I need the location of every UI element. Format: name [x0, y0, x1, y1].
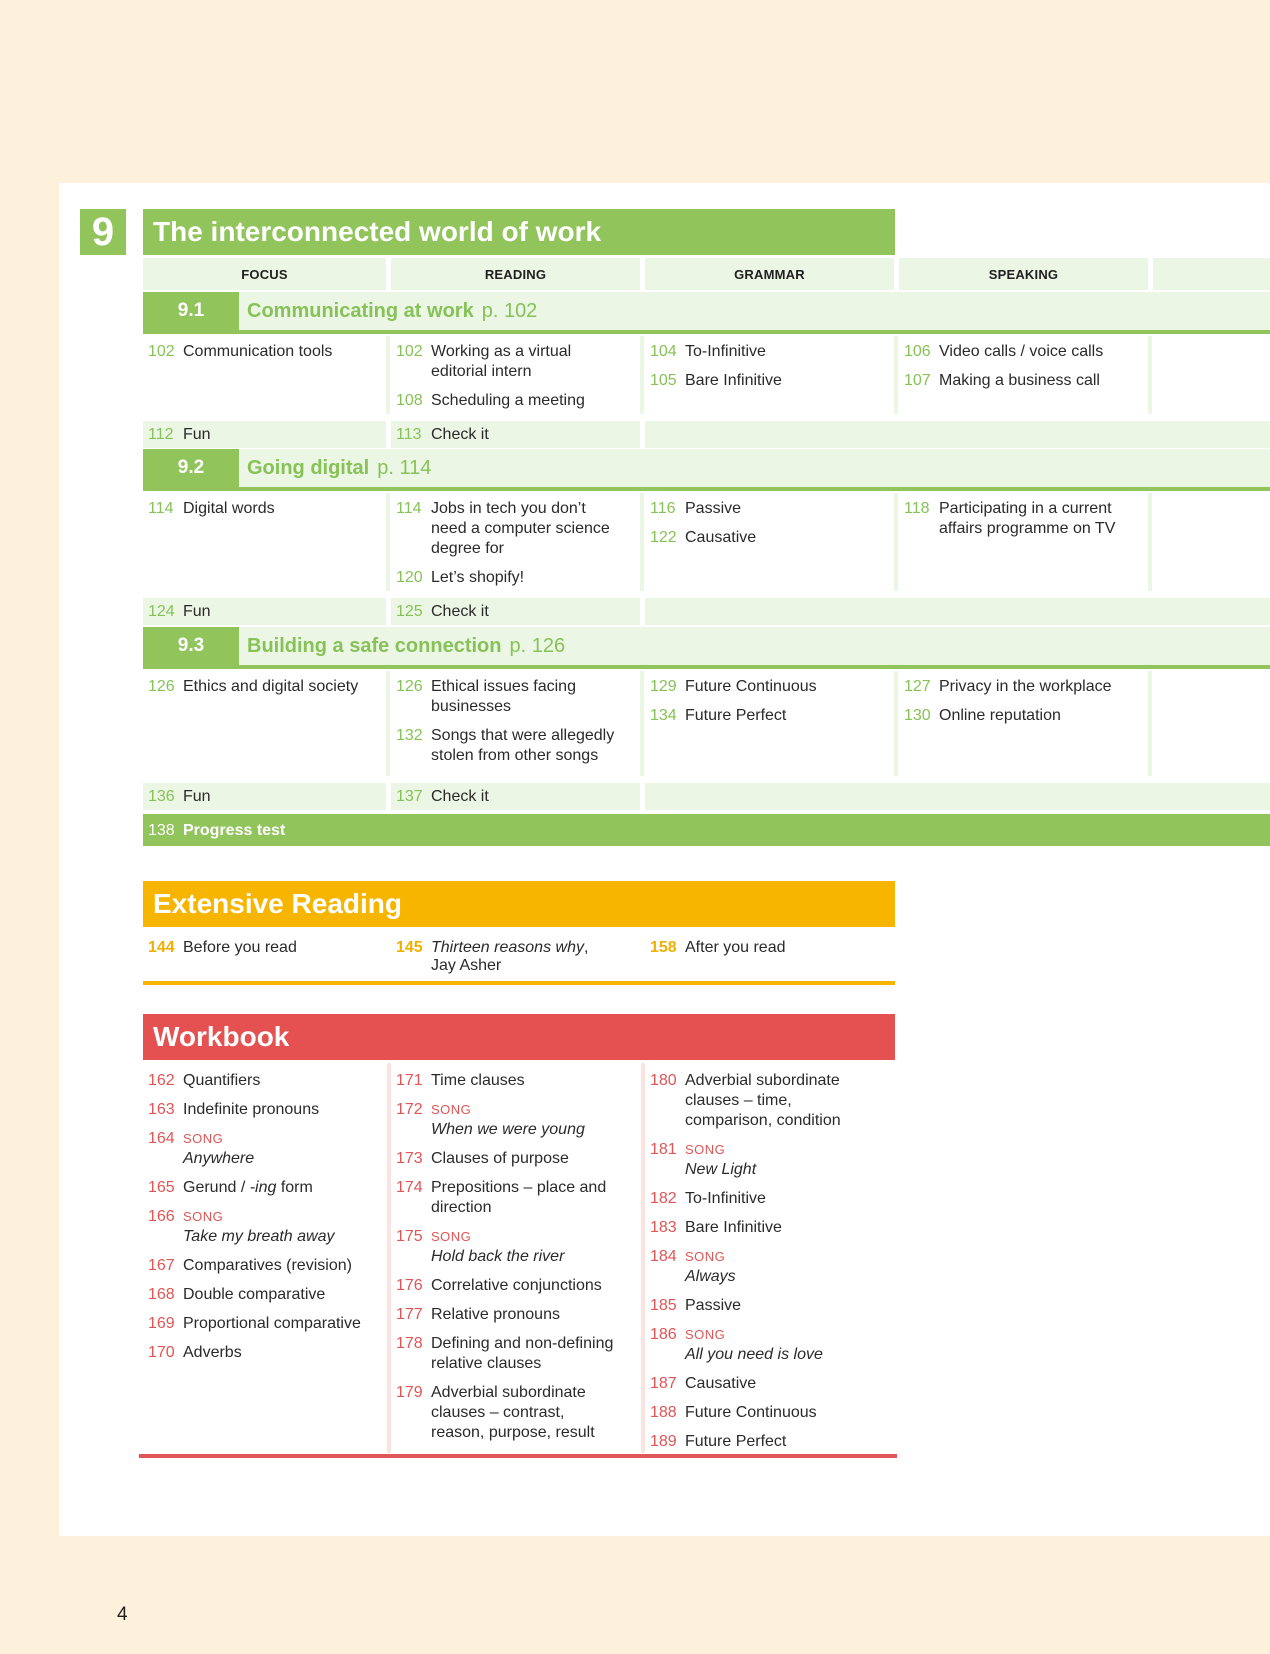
- page-ref: 172: [396, 1101, 423, 1118]
- section-header: [143, 449, 1270, 491]
- page-ref: 134: [650, 707, 677, 724]
- page-ref: 173: [396, 1150, 423, 1167]
- entry-text: [431, 726, 614, 766]
- entry-text: [431, 938, 588, 974]
- page-ref: 107: [904, 372, 931, 389]
- entry-part: form: [276, 1179, 313, 1196]
- section-page-ref: p. 126: [509, 635, 566, 657]
- entry-text: [685, 706, 786, 726]
- unit-number-badge: 9: [80, 209, 126, 255]
- workbook-title: Workbook: [143, 1014, 895, 1060]
- song-label: SONG: [431, 1229, 472, 1244]
- unit-title: The interconnected world of work: [143, 209, 895, 255]
- entry-line: [183, 1178, 313, 1198]
- entry-text: Proportional comparative: [183, 1315, 361, 1332]
- entry-line: After you read: [685, 939, 786, 956]
- section-title-text: Communicating at work: [247, 300, 474, 322]
- entry-line: Future Continuous: [685, 678, 817, 695]
- song-label: SONG: [685, 1249, 726, 1264]
- section-page-ref: p. 102: [481, 300, 538, 322]
- page-ref: 116: [650, 500, 676, 517]
- entry-line: Adverbial subordinate: [431, 1384, 586, 1401]
- fun-cell: [143, 598, 386, 625]
- entry-part: -ing: [249, 1179, 277, 1196]
- entry-text: [431, 1227, 564, 1267]
- entry-text: [939, 342, 1103, 362]
- entry-line: [431, 938, 588, 958]
- page-ref: 179: [396, 1384, 423, 1401]
- entry-text: [183, 1207, 334, 1247]
- entry-line: Let’s shopify!: [431, 569, 525, 586]
- entry-line: relative clauses: [431, 1355, 542, 1372]
- page-ref: 177: [396, 1306, 423, 1323]
- page-ref: 178: [396, 1335, 423, 1352]
- entry-line: affairs programme on TV: [939, 520, 1116, 537]
- column-divider: [640, 493, 644, 591]
- entry-line: Before you read: [183, 939, 297, 956]
- entry-text: [183, 499, 275, 519]
- column-divider: [894, 336, 898, 414]
- page-number: 4: [117, 1604, 128, 1625]
- page-ref: 112: [148, 426, 174, 443]
- page-ref: 166: [148, 1208, 175, 1225]
- page-ref: 180: [650, 1072, 677, 1089]
- entry-line: Passive: [685, 500, 742, 517]
- entry-text: Causative: [685, 1375, 757, 1392]
- entry-line: Digital words: [183, 500, 275, 517]
- entry-text: [685, 371, 782, 391]
- entry-text: [183, 1178, 313, 1198]
- page-ref: 164: [148, 1130, 175, 1147]
- page-ref: 126: [148, 678, 175, 695]
- page-ref: 144: [148, 939, 175, 956]
- entry-text: [183, 677, 358, 697]
- progress-test-page: 138: [148, 822, 175, 839]
- page-ref: 181: [650, 1141, 677, 1158]
- entry-line: Working as a virtual: [431, 343, 572, 360]
- entry-text: Bare Infinitive: [685, 1219, 782, 1236]
- page-ref: 170: [148, 1344, 175, 1361]
- entry-text: Quantifiers: [183, 1072, 261, 1089]
- song-title: Hold back the river: [431, 1248, 565, 1265]
- entry-line: Online reputation: [939, 707, 1061, 724]
- empty-cell: [645, 783, 1270, 810]
- page-ref: 105: [650, 372, 677, 389]
- empty-cell: [645, 421, 1270, 448]
- page-ref: 174: [396, 1179, 423, 1196]
- page-ref: 120: [396, 569, 423, 586]
- entry-text: [685, 342, 766, 362]
- column-divider: [640, 671, 644, 776]
- column-divider: [1148, 336, 1152, 414]
- page-ref: 108: [396, 392, 423, 409]
- entry-line: Prepositions – place and: [431, 1179, 607, 1196]
- entry-line: Ethical issues facing: [431, 678, 576, 695]
- column-divider: [386, 671, 390, 776]
- entry-text: [431, 1100, 585, 1140]
- entry-text: Check it: [431, 603, 489, 620]
- page-ref: 132: [396, 727, 423, 744]
- entry-text: Comparatives (revision): [183, 1257, 352, 1274]
- entry-text: Adverbs: [183, 1344, 242, 1361]
- page-ref: 182: [650, 1190, 677, 1207]
- entry-text: Double comparative: [183, 1286, 326, 1303]
- progress-test-bar: [143, 814, 1270, 846]
- column-divider: [894, 493, 898, 591]
- column-header-extra: [1153, 258, 1270, 290]
- entry-line: Defining and non-defining: [431, 1335, 614, 1352]
- entry-part: Gerund /: [183, 1179, 250, 1196]
- page-ref: 165: [148, 1179, 175, 1196]
- section-number: 9.1: [143, 292, 239, 330]
- page-ref: 102: [148, 343, 175, 360]
- entry-text: [183, 1129, 254, 1169]
- entry-line: Participating in a current: [939, 500, 1112, 517]
- entry-line: Jay Asher: [431, 957, 502, 974]
- page-ref: 137: [396, 788, 423, 805]
- entry-text: Fun: [183, 788, 211, 805]
- page-ref: 122: [650, 529, 677, 546]
- entry-line: Video calls / voice calls: [939, 343, 1104, 360]
- page-ref: 127: [904, 678, 931, 695]
- check-cell: [391, 421, 640, 448]
- page-ref: 102: [396, 343, 423, 360]
- entry-text: [431, 1383, 595, 1443]
- section-title: [247, 292, 537, 330]
- page-ref: 168: [148, 1286, 175, 1303]
- column-header-reading: READING: [391, 258, 640, 290]
- workbook-rule: [139, 1454, 897, 1458]
- progress-test-label: Progress test: [183, 822, 286, 839]
- entry-text: Clauses of purpose: [431, 1150, 569, 1167]
- fun-cell: [143, 783, 386, 810]
- page-ref: 129: [650, 678, 677, 695]
- page-ref: 113: [396, 426, 422, 443]
- entry-text: Indefinite pronouns: [183, 1101, 320, 1118]
- entry-text: [685, 938, 786, 958]
- entry-line: Making a business call: [939, 372, 1100, 389]
- workbook-divider: [387, 1063, 391, 1453]
- page-ref: 114: [148, 500, 174, 517]
- check-cell: [391, 783, 640, 810]
- entry-text: To-Infinitive: [685, 1190, 766, 1207]
- entry-text: Passive: [685, 1297, 742, 1314]
- page-ref: 189: [650, 1433, 677, 1450]
- page-ref: 136: [148, 788, 175, 805]
- entry-line: Songs that were allegedly: [431, 727, 615, 744]
- fun-cell: [143, 421, 386, 448]
- section-title: [247, 449, 431, 487]
- entry-text: [431, 677, 576, 717]
- entry-text: Relative pronouns: [431, 1306, 560, 1323]
- entry-line: Ethics and digital society: [183, 678, 359, 695]
- page-ref: 158: [650, 939, 677, 956]
- entry-text: [685, 1247, 736, 1287]
- column-divider: [386, 336, 390, 414]
- column-header-grammar: GRAMMAR: [645, 258, 894, 290]
- entry-text: [183, 938, 297, 958]
- entry-text: [939, 706, 1061, 726]
- empty-cell: [645, 598, 1270, 625]
- entry-text: [939, 677, 1112, 697]
- page-ref: 187: [650, 1375, 677, 1392]
- column-divider: [894, 671, 898, 776]
- page-ref: 130: [904, 707, 931, 724]
- page-ref: 126: [396, 678, 423, 695]
- song-label: SONG: [183, 1209, 224, 1224]
- page-ref: 106: [904, 343, 931, 360]
- section-number: 9.3: [143, 627, 239, 665]
- punctuation: ,: [583, 939, 589, 956]
- entry-line: reason, purpose, result: [431, 1424, 595, 1441]
- section-header: [143, 627, 1270, 669]
- entry-line: Future Perfect: [685, 707, 787, 724]
- entry-text: Fun: [183, 426, 211, 443]
- entry-line: editorial intern: [431, 363, 532, 380]
- workbook-divider: [641, 1063, 645, 1453]
- entry-text: [685, 1140, 756, 1180]
- song-title: All you need is love: [685, 1346, 823, 1363]
- column-divider: [1148, 671, 1152, 776]
- section-number: 9.2: [143, 449, 239, 487]
- book-title: Thirteen reasons why: [431, 939, 584, 956]
- entry-text: [431, 342, 571, 382]
- song-label: SONG: [183, 1131, 224, 1146]
- column-header-focus: FOCUS: [143, 258, 386, 290]
- page-ref: 118: [904, 500, 930, 517]
- page-ref: 104: [650, 343, 677, 360]
- page-ref: 185: [650, 1297, 677, 1314]
- entry-line: clauses – contrast,: [431, 1404, 565, 1421]
- entry-line: need a computer science: [431, 520, 610, 537]
- entry-text: Time clauses: [431, 1072, 525, 1089]
- section-title: [247, 627, 565, 665]
- entry-line: stolen from other songs: [431, 747, 599, 764]
- entry-line: Scheduling a meeting: [431, 392, 585, 409]
- song-title: New Light: [685, 1161, 757, 1178]
- entry-text: Correlative conjunctions: [431, 1277, 602, 1294]
- page-ref: 171: [396, 1072, 423, 1089]
- entry-text: [431, 499, 610, 559]
- entry-text: [685, 528, 756, 548]
- entry-text: [431, 1178, 606, 1218]
- entry-line: businesses: [431, 698, 512, 715]
- entry-text: Check it: [431, 788, 489, 805]
- column-header-speaking: SPEAKING: [899, 258, 1148, 290]
- entry-line: comparison, condition: [685, 1112, 841, 1129]
- song-label: SONG: [685, 1142, 726, 1157]
- page-ref: 176: [396, 1277, 423, 1294]
- entry-text: Future Perfect: [685, 1433, 787, 1450]
- entry-line: Bare Infinitive: [685, 372, 782, 389]
- entry-line: clauses – time,: [685, 1092, 792, 1109]
- entry-line: To-Infinitive: [685, 343, 766, 360]
- entry-text: [431, 1334, 613, 1374]
- entry-line: Communication tools: [183, 343, 333, 360]
- entry-text: [685, 1071, 841, 1131]
- song-title: Anywhere: [183, 1150, 255, 1167]
- entry-text: [431, 391, 585, 411]
- page-ref: 162: [148, 1072, 175, 1089]
- column-divider: [640, 336, 644, 414]
- entry-line: Privacy in the workplace: [939, 678, 1112, 695]
- page-ref: 163: [148, 1101, 175, 1118]
- check-cell: [391, 598, 640, 625]
- entry-text: [939, 499, 1115, 539]
- page-ref: 184: [650, 1248, 677, 1265]
- entry-text: [939, 371, 1100, 391]
- section-title-text: Building a safe connection: [247, 635, 502, 657]
- page-ref: 175: [396, 1228, 423, 1245]
- page-ref: 183: [650, 1219, 677, 1236]
- page-ref: 186: [650, 1326, 677, 1343]
- entry-text: [183, 342, 332, 362]
- entry-line: Adverbial subordinate: [685, 1072, 840, 1089]
- section-title-text: Going digital: [247, 457, 370, 479]
- page-ref: 145: [396, 939, 423, 956]
- song-label: SONG: [685, 1327, 726, 1342]
- extensive-reading-title: Extensive Reading: [143, 881, 895, 927]
- column-divider: [1148, 493, 1152, 591]
- entry-line: direction: [431, 1199, 492, 1216]
- entry-line: Jobs in tech you don’t: [431, 500, 586, 517]
- page-ref: 125: [396, 603, 423, 620]
- entry-text: [685, 677, 817, 697]
- page-ref: 114: [396, 500, 422, 517]
- page-ref: 188: [650, 1404, 677, 1421]
- entry-line: degree for: [431, 540, 504, 557]
- extensive-reading-rule: [143, 981, 895, 985]
- entry-text: Fun: [183, 603, 211, 620]
- column-divider: [386, 493, 390, 591]
- entry-line: Causative: [685, 529, 757, 546]
- entry-text: [685, 1325, 823, 1365]
- entry-text: Check it: [431, 426, 489, 443]
- page-ref: 169: [148, 1315, 175, 1332]
- section-page-ref: p. 114: [377, 457, 432, 479]
- song-label: SONG: [431, 1102, 472, 1117]
- page-ref: 124: [148, 603, 175, 620]
- song-title: Take my breath away: [183, 1228, 335, 1245]
- section-header: [143, 292, 1270, 334]
- page-ref: 167: [148, 1257, 175, 1274]
- entry-text: [685, 499, 741, 519]
- song-title: Always: [685, 1268, 736, 1285]
- entry-text: Future Continuous: [685, 1404, 817, 1421]
- entry-text: [431, 568, 524, 588]
- song-title: When we were young: [431, 1121, 585, 1138]
